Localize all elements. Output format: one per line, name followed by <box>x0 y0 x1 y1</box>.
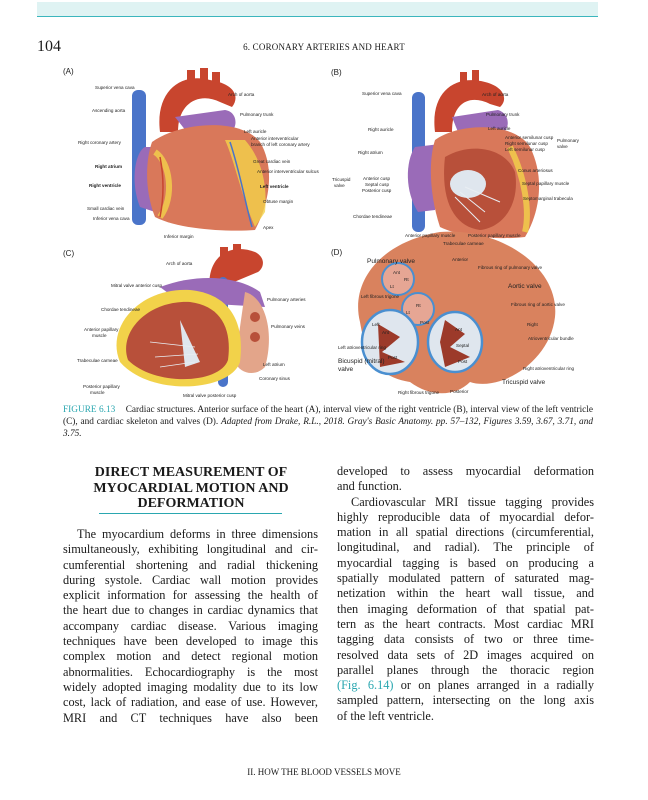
text-line: mation in all spatial directions (circumferential, <box>337 525 594 540</box>
panel-c-label: Posterior papillary <box>83 384 120 389</box>
panel-b-label: Pulmonary <box>557 138 579 143</box>
panel-b-label: Trabeculae carneae <box>443 241 484 246</box>
panel-b-label: Anterior cusp <box>363 176 391 181</box>
panel-a-label: Left auricle <box>244 129 267 134</box>
panel-a-label: Right coronary artery <box>78 140 121 145</box>
panel-d-label: valve <box>338 366 354 373</box>
figure-number: FIGURE 6.13 <box>63 405 116 415</box>
panel-d-label: Right fibrous trigone <box>398 390 440 395</box>
left-column-text <box>63 527 318 726</box>
text-line: MRI and CT techniques have also been <box>63 710 318 725</box>
panel-b-heart-illustration <box>408 70 539 238</box>
panel-d-label: Lt <box>406 310 410 315</box>
text-line: resolved data sets of 2D images acquired on <box>337 647 594 662</box>
caption-text: Cardiac structures. Anterior surface of the heart (A), interval view of the right ventricle (B), interval view of the left ventricle (C), and cardiac skeleton and valves (D). <box>63 405 593 428</box>
running-head: 6. CORONARY ARTERIES AND HEART <box>243 42 405 52</box>
panel-d-label: Left atrioventricular ring <box>338 345 387 350</box>
panel-d-label: Left <box>372 322 380 327</box>
panel-b-label: Pulmonary trunk <box>486 112 520 117</box>
panel-d-label: Posterior <box>450 389 469 394</box>
panel-c-letter: (C) <box>63 249 75 258</box>
panel-d-label: Right <box>527 322 538 327</box>
text-line: complex motion and detect regional motion <box>63 649 318 664</box>
panel-a-label: Pulmonary trunk <box>240 112 274 117</box>
panel-d-label: Anterior <box>452 257 469 262</box>
panel-d-label: Left fibrous trigone <box>361 294 400 299</box>
page-number: 104 <box>37 38 61 55</box>
panel-b-label: Posterior papillary muscle <box>468 233 521 238</box>
panel-d-label: Ant <box>393 270 400 275</box>
panel-b-label: Left auricle <box>488 126 511 131</box>
heading-line: DEFORMATION <box>137 496 245 511</box>
text-line: widely adopted imaging modality due to its low <box>63 679 318 694</box>
right-column-text <box>337 464 594 724</box>
text-line-rest: or on planes arranged in a radially <box>400 678 594 693</box>
text-line: myocardial tagging is based on producing a <box>337 555 594 570</box>
panel-b-label: Right auricle <box>368 127 394 132</box>
panel-c-label: Coronary sinus <box>259 376 290 381</box>
panel-b-label: Posterior cusp <box>362 188 392 193</box>
panel-d-label: Rt <box>404 277 409 282</box>
panel-c-label: Chordae tendineae <box>101 307 141 312</box>
figure-caption <box>63 404 593 441</box>
panel-d-label: Ant <box>382 330 389 335</box>
heading-rule <box>99 513 282 514</box>
panel-d-label: Post <box>388 355 398 360</box>
panel-c-label: muscle <box>92 333 107 338</box>
panel-a-label: Inferior vena cava <box>93 216 130 221</box>
panel-d-label: Atrioventricular bundle <box>528 336 574 341</box>
text-line: during systole. Cardiac wall motion provides <box>63 572 318 587</box>
panel-b-label: Conus arteriosus <box>518 168 553 173</box>
panel-a-label: Great cardiac vein <box>253 159 291 164</box>
panel-c-label: muscle <box>90 390 105 395</box>
panel-c-label: Trabeculae carneae <box>77 358 118 363</box>
panel-d-label: Post <box>420 320 430 325</box>
figure-link[interactable]: (Fig. 6.14) <box>337 678 394 693</box>
panel-b-letter: (B) <box>331 68 342 77</box>
text-line: and function. <box>337 479 402 494</box>
panel-a-label: Obtuse margin <box>263 199 294 204</box>
panel-b-label: Septal papillary muscle <box>522 181 570 186</box>
panel-b-label: Right atrium <box>358 150 383 155</box>
text-line: abnormalities. Echocardiography is the most <box>63 664 318 679</box>
panel-d-label: Fibrous ring of aortic valve <box>511 302 565 307</box>
panel-c-label: Mitral valve posterior cusp <box>183 393 237 398</box>
text-line: cost, lack of radiation, and ease of use. However, <box>63 695 318 710</box>
panel-b-label: Arch of aorta <box>482 92 509 97</box>
figure-cardiac-structures <box>60 62 600 402</box>
text-line: highly reproducible data of myocardial defor- <box>337 509 594 524</box>
panel-a-label: Apex <box>263 225 274 230</box>
panel-d-label: Post <box>458 359 468 364</box>
panel-a-label: Anterior interventricular <box>251 136 299 141</box>
panel-c-label: Arch of aorta <box>166 261 193 266</box>
header-band <box>37 2 598 17</box>
heading-line: DIRECT MEASUREMENT OF <box>94 465 288 480</box>
panel-b-label: Right semilunar cusp <box>505 141 548 146</box>
text-line: The myocardium deforms in three dimensions <box>77 527 318 541</box>
panel-d-label: Bicuspid (mitral) <box>338 358 385 365</box>
panel-a-label: Small cardiac vein <box>87 206 125 211</box>
panel-c-label: Left atrium <box>263 362 285 367</box>
panel-c-label: Pulmonary veins <box>271 324 305 329</box>
panel-b-label: Tricuspid <box>332 177 351 182</box>
text-line: tagging data consists of two or three time- <box>337 632 594 647</box>
panel-b-label: valve <box>557 144 568 149</box>
panel-d-label: Tricuspid valve <box>502 379 546 386</box>
panel-a-letter: (A) <box>63 67 74 76</box>
caption-source: Adapted from Drake, R.L., 2018. Gray's Basic Anatomy. pp. 57–132, Figures 3.59, 3.67, 3.71, and 3.75. <box>63 417 593 440</box>
panel-a-label: Inferior margin <box>164 234 194 239</box>
panel-d-label: Aortic valve <box>508 283 542 290</box>
panel-d-label: Fibrous ring of pulmonary valve <box>478 265 543 270</box>
text-line: netization within the heart wall tissue, and <box>337 586 594 601</box>
heading-line: MYOCARDIAL MOTION AND <box>93 480 289 496</box>
text-line: developed to assess myocardial deformation <box>337 464 594 478</box>
panel-d-label: Rt <box>416 303 421 308</box>
section-heading <box>62 465 320 512</box>
panel-b-label: Superior vena cava <box>362 91 402 96</box>
panel-a-label: Superior vena cava <box>95 85 135 90</box>
panel-c-label: Mitral valve anterior cusp <box>111 283 163 288</box>
panel-a-label: Arch of aorta <box>228 92 255 97</box>
text-line: longitudinal, and radial). The principle of <box>337 540 594 555</box>
text-line <box>337 678 594 693</box>
text-line: spatially modulated pattern of saturated mag- <box>337 571 594 586</box>
panel-b-label: Left semilunar cusp <box>505 147 545 152</box>
panel-b-label: Septomarginal trabecula <box>523 196 573 201</box>
panel-c-label: Pulmonary arteries <box>267 297 306 302</box>
text-line: accompany cardiac disease. Various imaging <box>63 618 318 633</box>
panel-a-label: Ascending aorta <box>92 108 126 113</box>
panel-b-label: Anterior papillary muscle <box>405 233 456 238</box>
panel-c-heart-illustration <box>116 244 268 387</box>
panel-d-label: Right atrioventricular ring <box>523 366 575 371</box>
panel-d-label: Lt <box>390 284 394 289</box>
panel-d-label: Ant <box>455 327 462 332</box>
panel-d-label: Septal <box>456 343 470 348</box>
panel-b-label: valve <box>334 183 345 188</box>
panel-a-label: Right atrium <box>95 164 123 169</box>
text-line: techniques have been developed to image this <box>63 634 318 649</box>
panel-a-label: branch of left coronary artery <box>251 142 310 147</box>
panel-a-label: Anterior interventricular sulcus <box>257 169 319 174</box>
panel-b-label: Septal cusp <box>365 182 390 187</box>
panel-b-label: Anterior semilunar cusp <box>505 135 554 140</box>
panel-c-label: Anterior papillary <box>84 327 119 332</box>
text-line: Cardiovascular MRI tissue tagging provides <box>351 494 594 509</box>
text-line: of the left ventricle. <box>337 708 434 723</box>
panel-a-label: Right ventricle <box>89 183 121 188</box>
text-line: tern as the heart contracts. Most cardiac MRI <box>337 616 594 631</box>
panel-d-label: Pulmonary valve <box>367 258 416 265</box>
panel-b-label: Chordae tendineae <box>353 214 393 219</box>
text-line: explicit information for assessing the health of <box>63 588 318 603</box>
text-line: the heart due to changes in cardiac dynamics that <box>63 603 318 618</box>
text-line: then imaging deformation of that spatial pat- <box>337 601 594 616</box>
text-line: parallel planes through the thoracic region <box>337 662 594 677</box>
panel-a-label: Left ventricle <box>260 184 289 189</box>
page-footer: II. HOW THE BLOOD VESSELS MOVE <box>247 767 401 777</box>
text-line: simultaneously, exhibiting longitudinal and cir- <box>63 542 318 557</box>
text-line: sampled pattern, intersecting on the long axis <box>337 693 594 708</box>
text-line: cumferential shortening and radial thickening <box>63 557 318 572</box>
panel-d-letter: (D) <box>331 248 343 257</box>
